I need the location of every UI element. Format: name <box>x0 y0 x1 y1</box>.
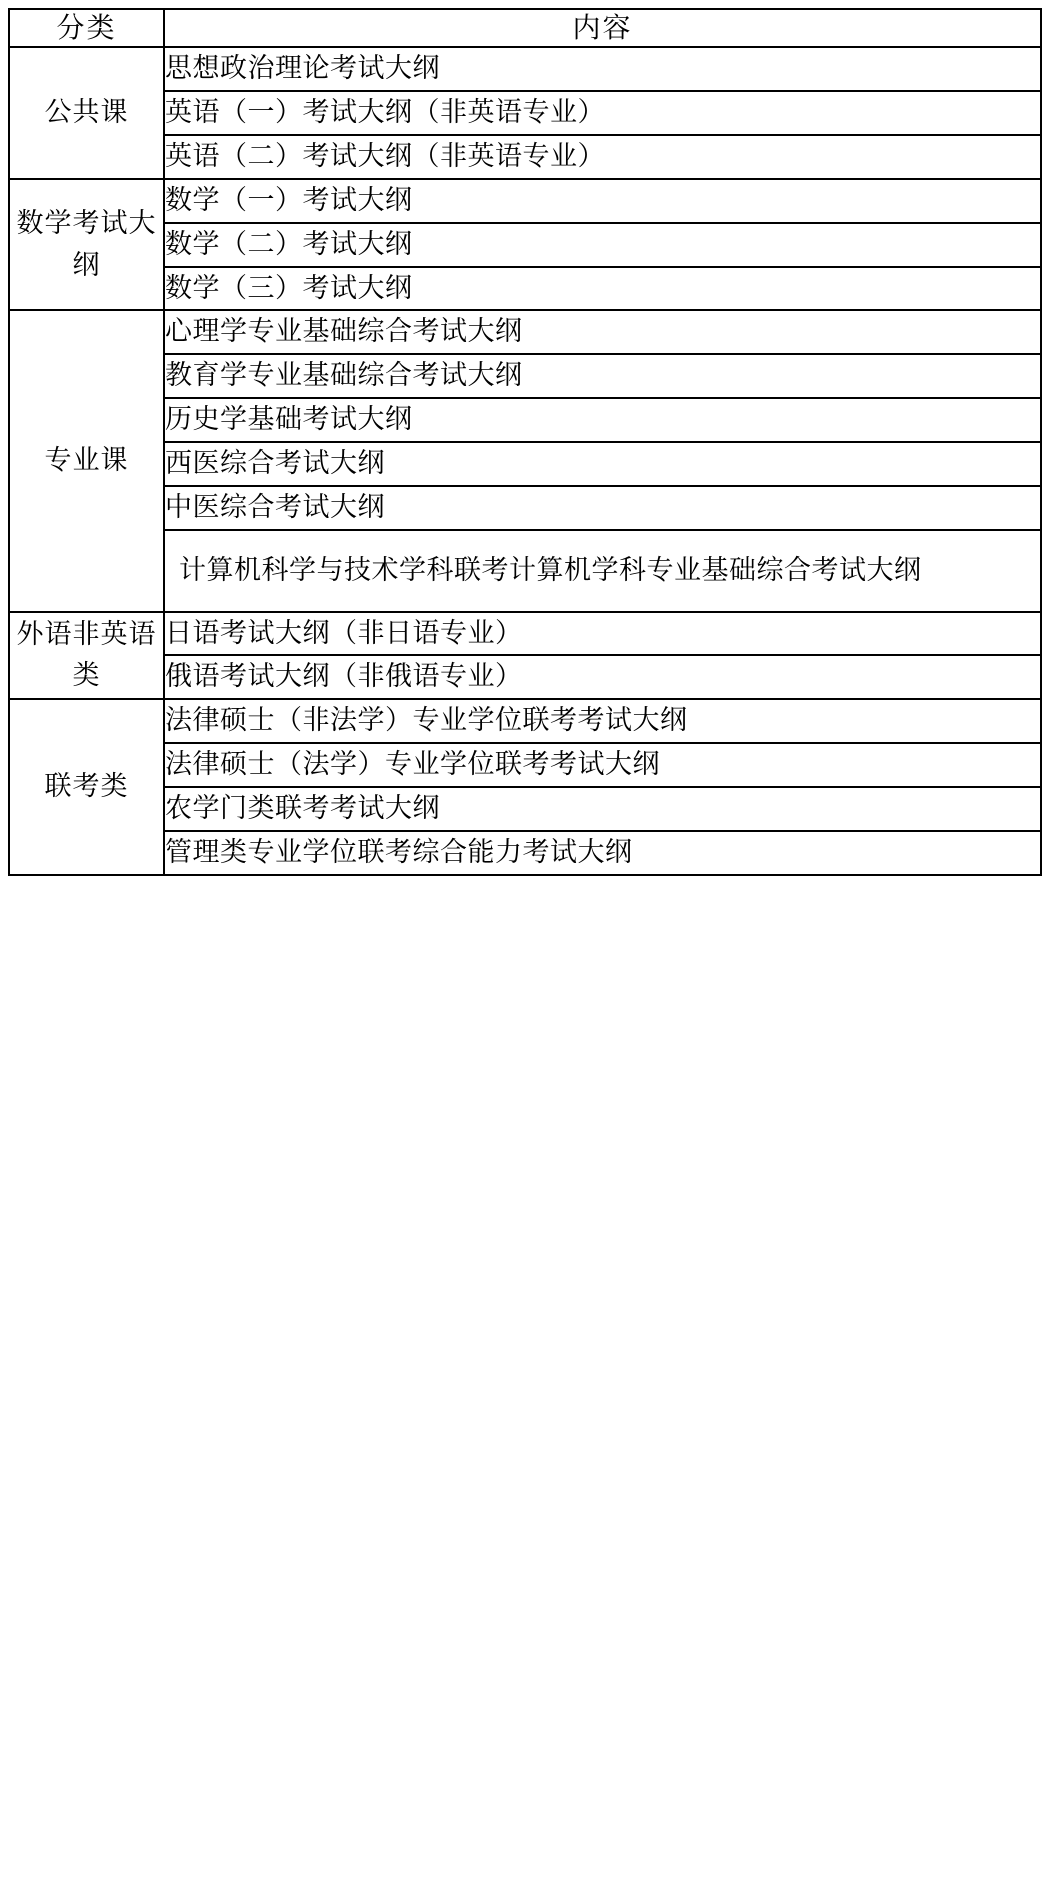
table-header-row <box>9 9 1041 47</box>
content-cell: 西医综合考试大纲 <box>164 442 1041 486</box>
header-content: 内容 <box>164 9 1041 47</box>
content-cell: 俄语考试大纲（非俄语专业） <box>164 655 1041 699</box>
content-cell: 数学（二）考试大纲 <box>164 223 1041 267</box>
content-cell: 日语考试大纲（非日语专业） <box>164 612 1041 656</box>
table-row <box>9 47 1041 91</box>
document-sheet <box>0 0 1048 876</box>
table-row <box>9 398 1041 442</box>
content-cell: 英语（二）考试大纲（非英语专业） <box>164 135 1041 179</box>
content-cell: 中医综合考试大纲 <box>164 486 1041 530</box>
header-category: 分类 <box>9 9 164 47</box>
table-row <box>9 612 1041 656</box>
table-row <box>9 223 1041 267</box>
table-row <box>9 831 1041 875</box>
content-cell: 思想政治理论考试大纲 <box>164 47 1041 91</box>
content-cell: 计算机科学与技术学科联考计算机学科专业基础综合考试大纲 <box>164 530 1041 612</box>
category-cell-public: 公共课 <box>9 47 164 179</box>
content-cell: 心理学专业基础综合考试大纲 <box>164 310 1041 354</box>
category-cell-joint-exam: 联考类 <box>9 699 164 874</box>
table-row <box>9 743 1041 787</box>
content-cell: 历史学基础考试大纲 <box>164 398 1041 442</box>
table-row <box>9 267 1041 311</box>
table-row <box>9 699 1041 743</box>
content-cell: 法律硕士（法学）专业学位联考考试大纲 <box>164 743 1041 787</box>
table-row <box>9 135 1041 179</box>
table-row <box>9 530 1041 612</box>
table-row <box>9 486 1041 530</box>
table-row <box>9 179 1041 223</box>
table-row <box>9 442 1041 486</box>
content-cell: 数学（三）考试大纲 <box>164 267 1041 311</box>
content-cell: 英语（一）考试大纲（非英语专业） <box>164 91 1041 135</box>
content-cell: 农学门类联考考试大纲 <box>164 787 1041 831</box>
content-cell: 数学（一）考试大纲 <box>164 179 1041 223</box>
table-body <box>9 47 1041 874</box>
category-cell-major: 专业课 <box>9 310 164 611</box>
content-cell: 教育学专业基础综合考试大纲 <box>164 354 1041 398</box>
exam-outline-table <box>8 8 1042 876</box>
table-row <box>9 655 1041 699</box>
category-cell-math: 数学考试大纲 <box>9 179 164 311</box>
content-cell: 法律硕士（非法学）专业学位联考考试大纲 <box>164 699 1041 743</box>
content-cell: 管理类专业学位联考综合能力考试大纲 <box>164 831 1041 875</box>
table-row <box>9 310 1041 354</box>
table-row <box>9 354 1041 398</box>
category-cell-foreign-language: 外语非英语类 <box>9 612 164 700</box>
table-row <box>9 91 1041 135</box>
table-header <box>9 9 1041 47</box>
table-row <box>9 787 1041 831</box>
